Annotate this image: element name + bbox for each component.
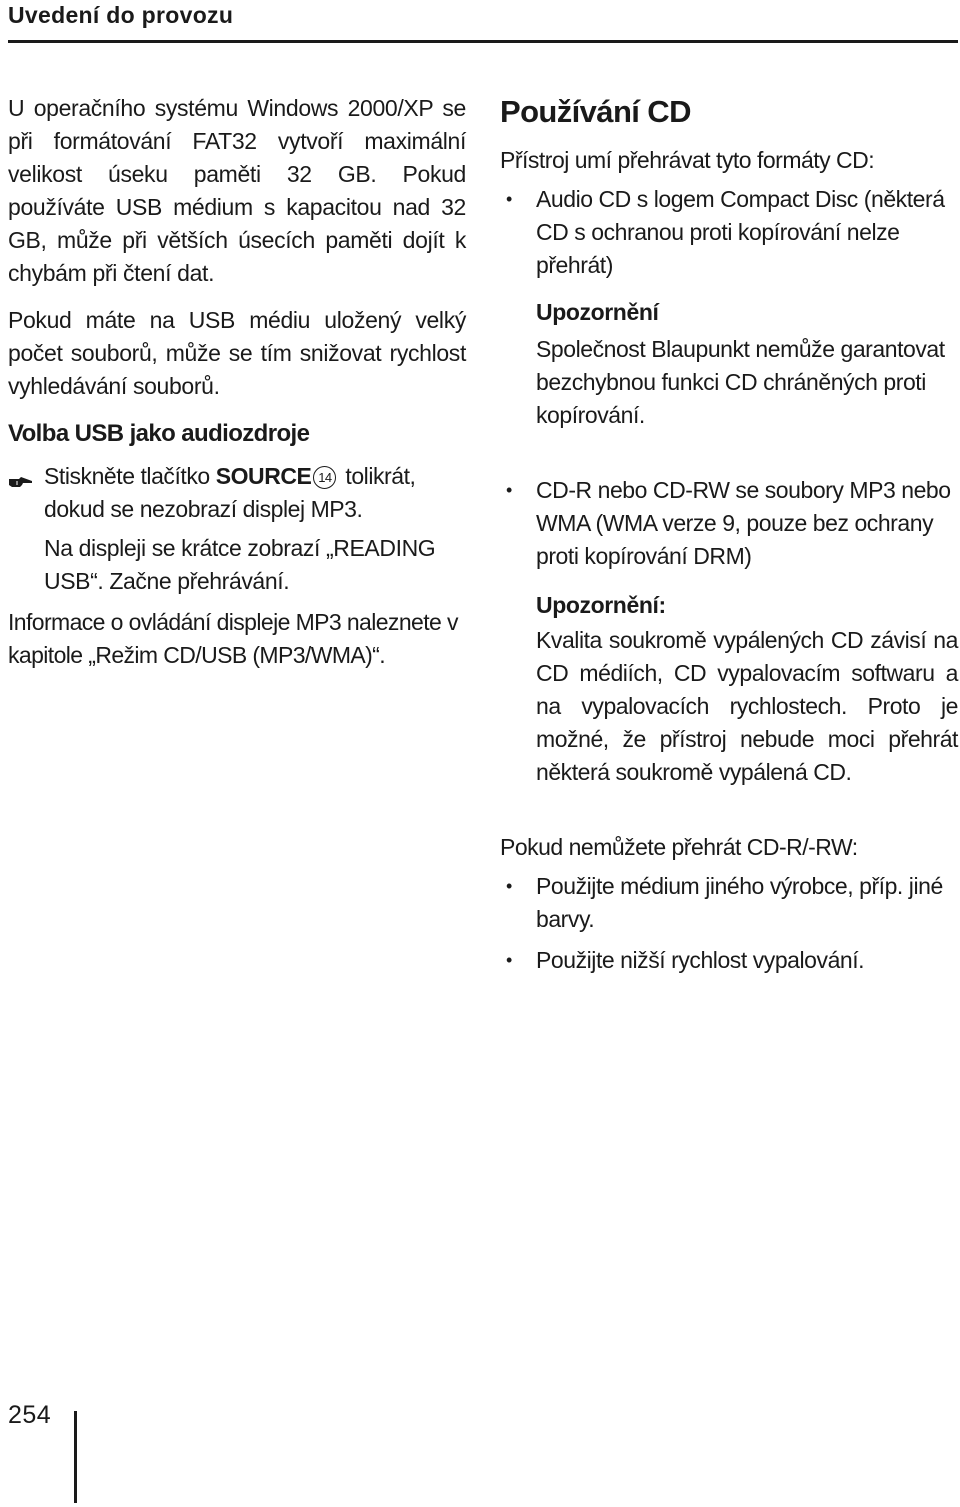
left-column — [8, 92, 466, 672]
list-item: • Použijte nižší rychlost vypalování. — [500, 944, 958, 977]
note-title: Upozornění: — [536, 592, 666, 618]
heading-usb-audio-source: Volba USB jako audiozdroje — [8, 420, 310, 447]
bullet-icon: • — [506, 876, 512, 896]
button-number-badge: 14 — [313, 466, 336, 489]
page-number: 254 — [8, 1401, 52, 1429]
bullet-icon: • — [506, 950, 512, 970]
heading-using-cd: Používání CD — [500, 94, 691, 129]
format-cd-r-rw: • CD-R nebo CD-RW se soubory MP3 nebo WMA (WMA verze 9, pouze bez ochrany proti kopírování DRM) — [500, 474, 958, 573]
format-audio-cd: • Audio CD s logem Compact Disc (některá CD s ochranou proti kopírování nelze přehrát) — [500, 183, 958, 282]
instruction-text-before: Stiskněte tlačítko — [44, 463, 210, 489]
note-text: Kvalita soukromě vypálených CD závisí na CD médiích, CD vypalovacím softwaru a na vypalovacích rychlostech. Proto je možné, že přístroj nebude moci přehrát některá soukromě vypálená CD. — [536, 627, 958, 785]
header-divider — [8, 40, 958, 43]
note-title: Upozornění — [536, 299, 659, 325]
list-item — [500, 474, 958, 789]
paragraph-search-speed: Pokud máte na USB médiu uložený velký počet souborů, může se tím snižovat rychlost vyhledávání souborů. — [8, 307, 466, 399]
cannot-play-intro: Pokud nemůžete přehrát CD-R/-RW: — [500, 834, 858, 860]
format-list — [500, 183, 958, 789]
right-column — [500, 92, 958, 977]
tips-list — [500, 870, 958, 977]
list-item: • Použijte médium jiného výrobce, příp. jiné barvy. — [500, 870, 958, 936]
bullet-icon: • — [506, 189, 512, 209]
paragraph-fat32-info: U operačního systému Windows 2000/XP se při formátování FAT32 vytvoří maximální velikost úseku paměti 32 GB. Pokud používáte USB médium s kapacitou nad 32 GB, může při větších úsecích paměti dojít k chybám při čtení dat. — [8, 95, 466, 286]
section-header-title: Uvedení do provozu — [8, 2, 234, 28]
intro-supported-formats: Přístroj umí přehrávat tyto formáty CD: — [500, 147, 875, 173]
source-button-keyword: SOURCE — [215, 463, 312, 489]
footer-divider — [74, 1411, 77, 1503]
pointing-hand-icon — [8, 467, 34, 483]
result-reading-usb: Na displeji se krátce zobrazí „READING USB“. Začne přehrávání. — [44, 535, 436, 594]
instruction-press-source — [8, 460, 466, 526]
instruction-text-after: tolikrát, dokud se nezobrazí displej MP3. — [44, 463, 416, 522]
info-display-chapter: Informace o ovládání displeje MP3 naleznete v kapitole „Režim CD/USB (MP3/WMA)“. — [8, 609, 458, 668]
note-text: Společnost Blaupunkt nemůže garantovat bezchybnou funkci CD chráněných proti kopírování. — [536, 336, 945, 428]
list-item — [500, 183, 958, 432]
bullet-icon: • — [506, 480, 512, 500]
